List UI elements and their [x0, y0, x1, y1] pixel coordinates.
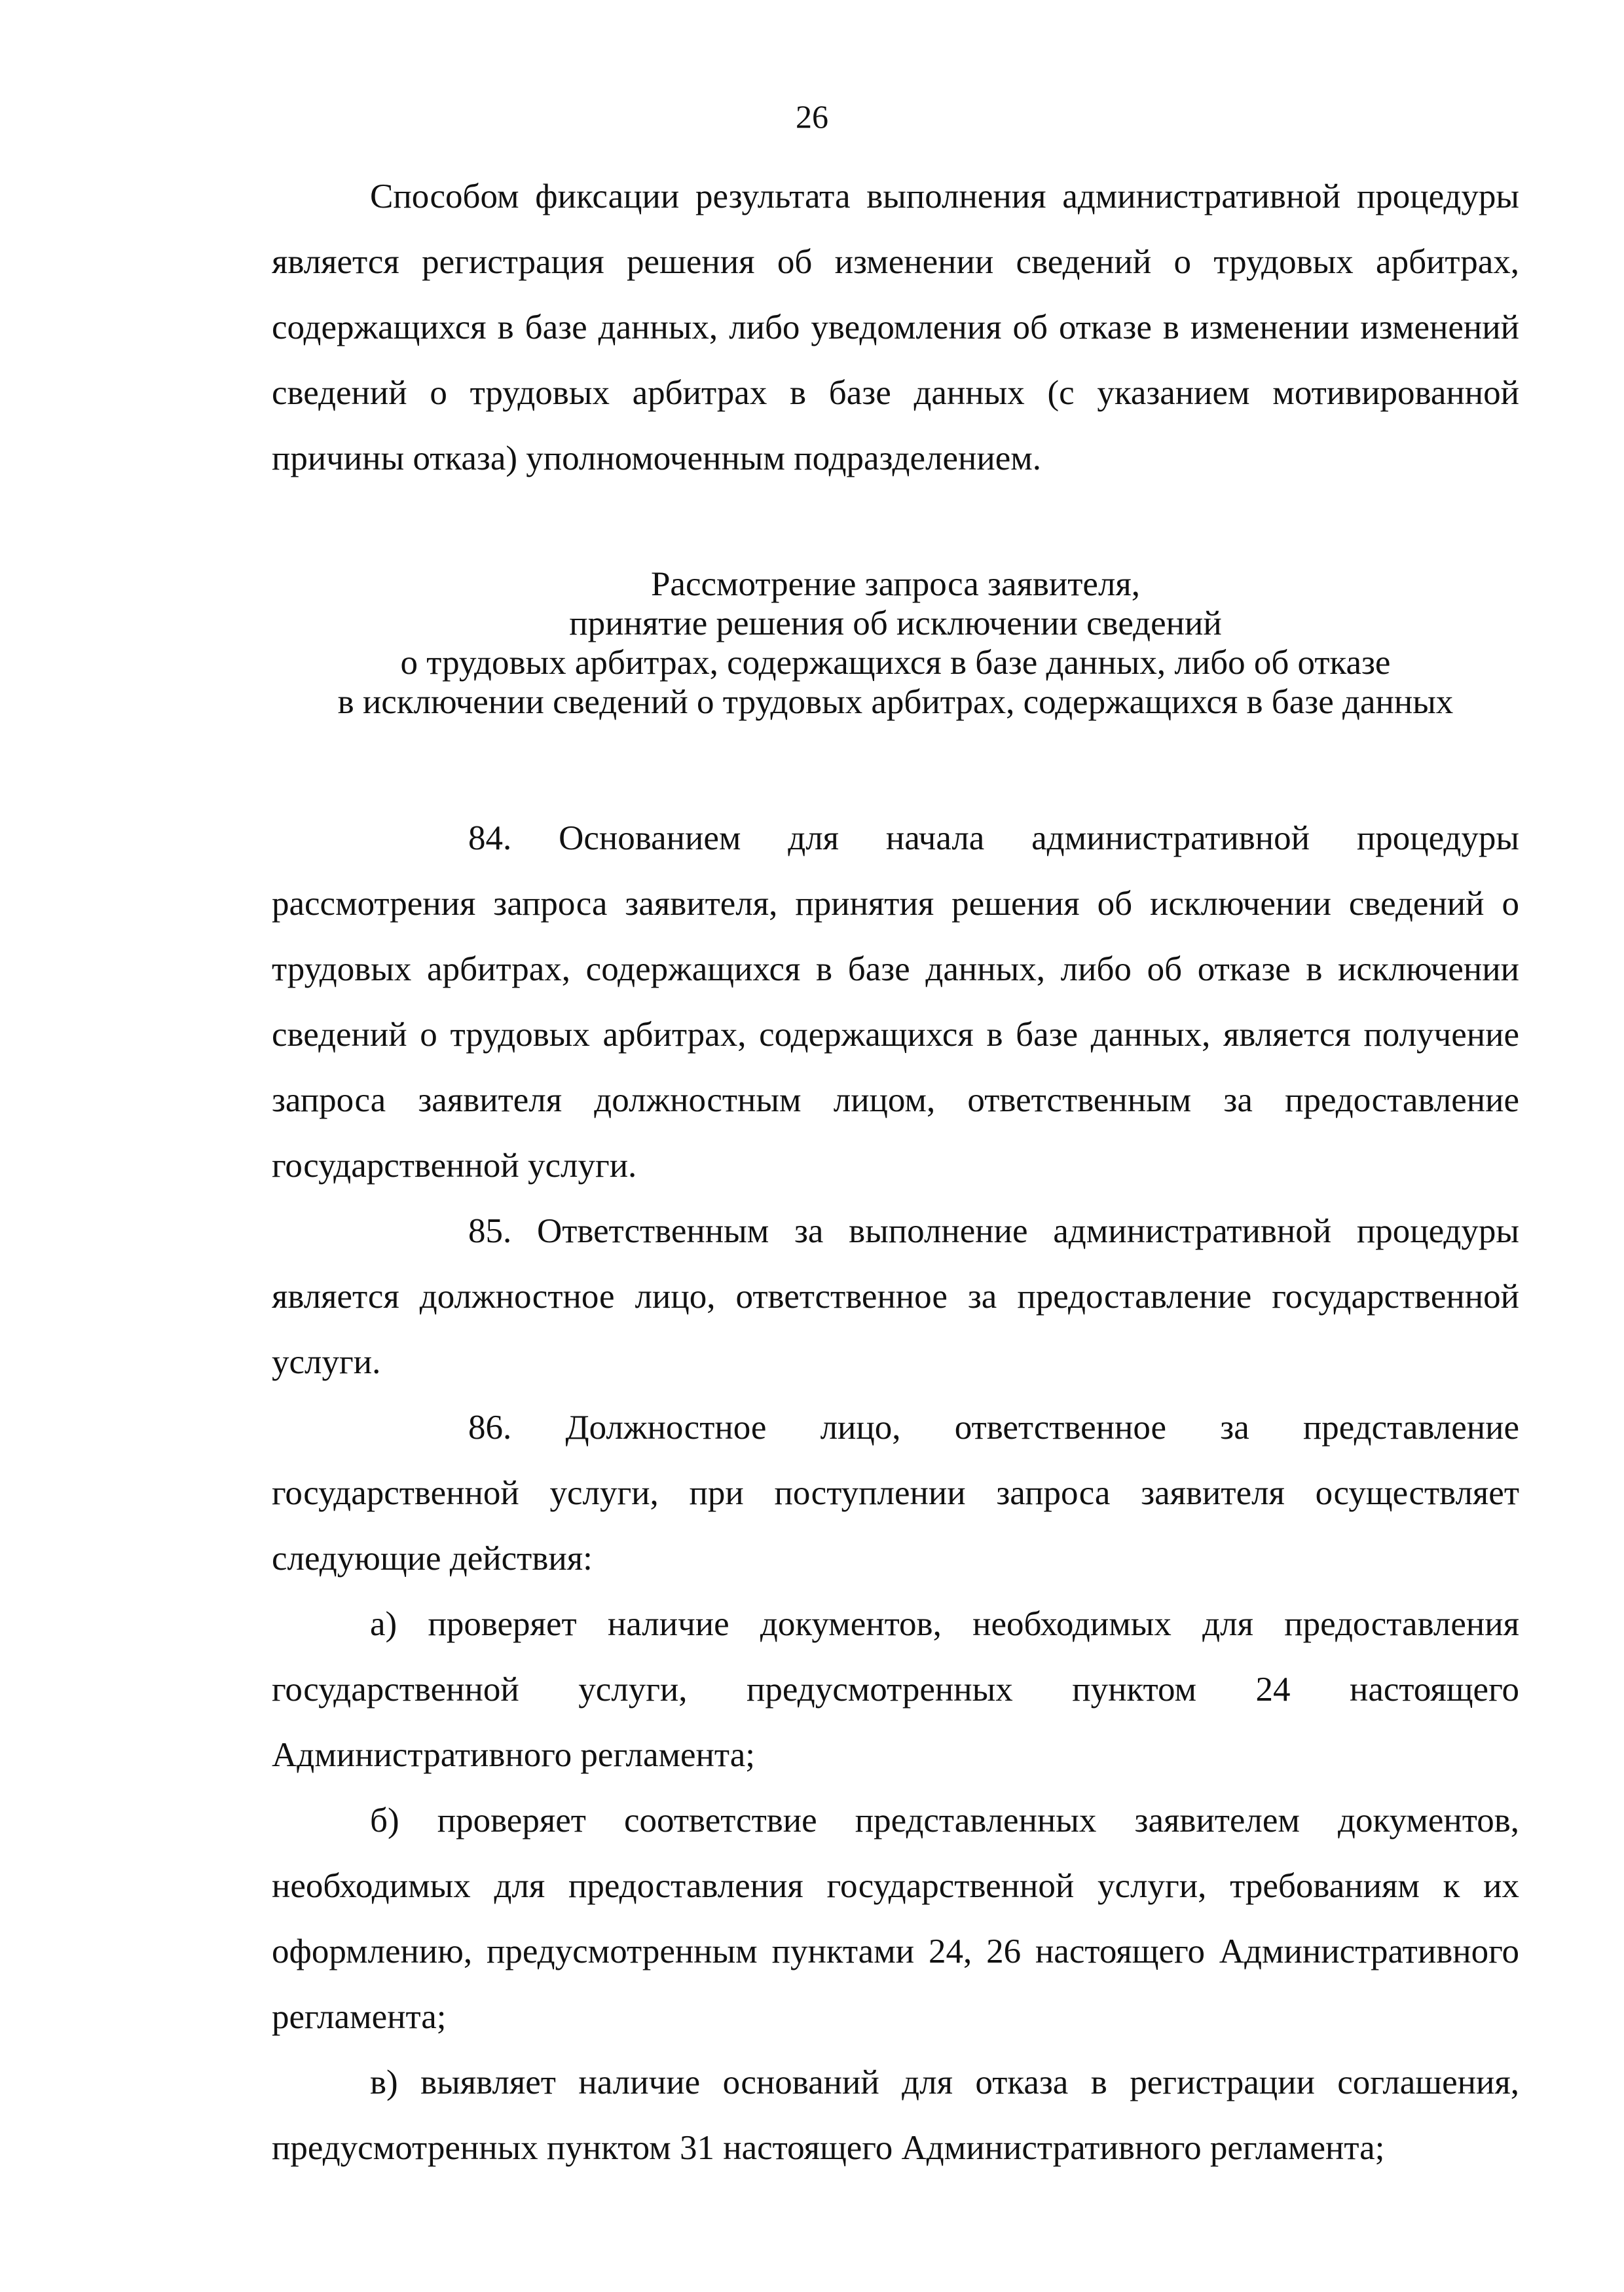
intro-section	[272, 164, 1519, 491]
section-heading-line: в исключении сведений о трудовых арбитрах, содержащихся в базе данных	[337, 683, 1454, 721]
section-heading-line: Рассмотрение запроса заявителя,	[650, 565, 1141, 603]
page-number: 26	[796, 98, 828, 135]
paragraph-84	[272, 805, 1519, 1198]
paragraph-85	[272, 1198, 1519, 1395]
paragraph-text: Основанием для начала административной процедуры рассмотрения запроса заявителя, принятия решения об исключении сведений о трудовых арбитрах, содержащихся в базе данных, либо об отказе в исключении сведений о трудовых арбитрах, содержащихся в базе данных, является получение запроса заявителя должностным лицом, ответственным за предоставление государственной услуги.	[272, 819, 1520, 1185]
subitem-b: б) проверяет соответствие представленных заявителем документов, необходимых для предоставления государственной услуги, требованиям к их оформлению, предусмотренным пунктами 24, 26 настоящего Административного регламента;	[272, 1802, 1519, 2036]
section-heading-line: принятие решения об исключении сведений	[569, 604, 1222, 642]
paragraph-86	[272, 1395, 1519, 1591]
paragraph-number: 86.	[468, 1409, 512, 1447]
section-heading-line: о трудовых арбитрах, содержащихся в базе данных, либо об отказе	[400, 644, 1391, 682]
numbered-paragraphs	[272, 805, 1519, 2181]
paragraph-text: Должностное лицо, ответственное за представление государственной услуги, при поступлении запроса заявителя осуществляет следующие действия:	[272, 1409, 1520, 1578]
paragraph-number: 85.	[468, 1212, 512, 1250]
paragraph-number: 84.	[468, 819, 512, 857]
subitem-a: а) проверяет наличие документов, необходимых для предоставления государственной услуги, предусмотренных пунктом 24 настоящего Административного регламента;	[272, 1605, 1519, 1774]
paragraph-text: Ответственным за выполнение административной процедуры является должностное лицо, ответственное за предоставление государственной услуги.	[272, 1212, 1520, 1381]
intro-paragraph: Способом фиксации результата выполнения административной процедуры является регистрация решения об изменении сведений о трудовых арбитрах, содержащихся в базе данных, либо уведомления об отказе в изменении изменений сведений о трудовых арбитрах в базе данных (с указанием мотивированной причины отказа) уполномоченным подразделением.	[272, 177, 1519, 477]
subitem-v: в) выявляет наличие оснований для отказа в регистрации соглашения, предусмотренных пунктом 31 настоящего Административного регламента;	[272, 2063, 1519, 2167]
section-heading	[272, 564, 1519, 722]
